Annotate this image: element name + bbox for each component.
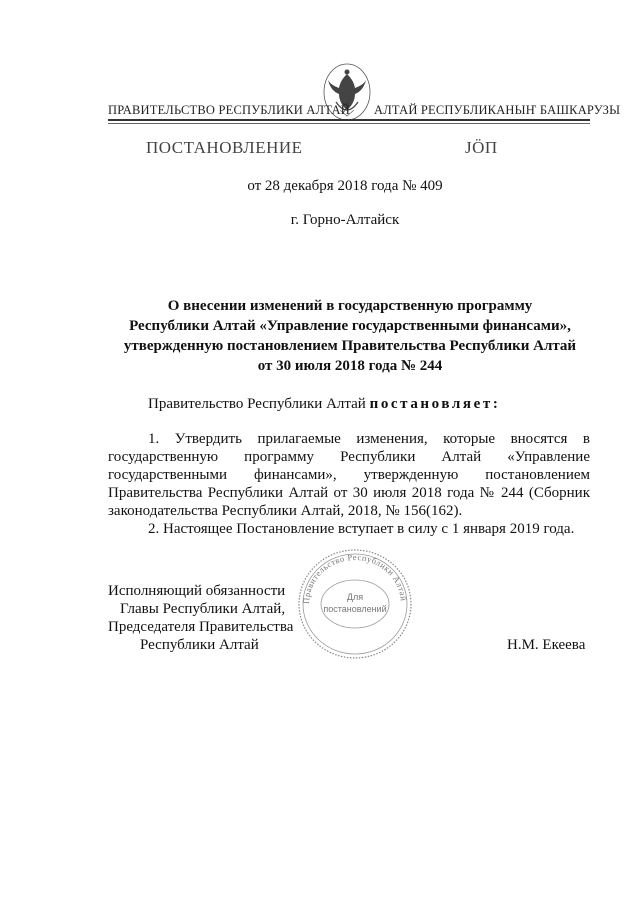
stamp-center-line-1: Для — [346, 592, 364, 602]
document-type-altai: JÖП — [465, 138, 498, 157]
signatory-name: Н.М. Екеева — [507, 637, 586, 653]
signature-line: Председателя Правительства — [108, 619, 294, 635]
signature-line: Республики Алтай — [140, 637, 259, 653]
document-date-number: от 28 декабря 2018 года № 409 — [247, 178, 443, 194]
header-org-right: АЛТАЙ РЕСПУБЛИКАНЫҤ БАШКАРУЗЫ — [374, 103, 621, 117]
item-1-last-line: законодательства Республики Алтай, 2018, № 156(162). — [108, 503, 463, 519]
preamble — [148, 395, 500, 413]
item-1-line: 1. Утвердить прилагаемые изменения, которые вносятся в — [148, 431, 590, 447]
official-stamp — [296, 548, 414, 660]
title-line: Республики Алтай «Управление государственными финансами», — [129, 318, 571, 334]
document-type-ru: ПОСТАНОВЛЕНИЕ — [146, 138, 303, 157]
item-2: 2. Настоящее Постановление вступает в силу с 1 января 2019 года. — [148, 521, 575, 537]
signature-line: Главы Республики Алтай, — [120, 601, 286, 617]
title-line: утвержденную постановлением Правительства Республики Алтай — [123, 338, 577, 354]
header-rule-bottom — [108, 123, 590, 124]
stamp-center-line-2: постановлений — [323, 604, 387, 614]
signature-position — [108, 582, 294, 654]
item-1-line: государственную программу Республики Алтай «Управление — [108, 449, 590, 465]
title-line: О внесении изменений в государственную программу — [167, 298, 533, 314]
item-1-line: государственными финансами», утвержденную постановлением — [108, 467, 590, 483]
header-org-left: ПРАВИТЕЛЬСТВО РЕСПУБЛИКИ АЛТАЙ — [108, 103, 350, 117]
header-rule-top — [108, 119, 590, 121]
document-city: г. Горно-Алтайск — [290, 212, 400, 228]
preamble-subject: Правительство Республики Алтай — [148, 396, 366, 412]
item-1-line: Правительства Республики Алтай от 30 июля 2018 года № 244 (Сборник — [108, 485, 590, 501]
document-title — [0, 296, 640, 376]
title-line: от 30 июля 2018 года № 244 — [257, 358, 443, 374]
preamble-verb: постановляет: — [369, 396, 501, 412]
stamp-ring-text: Правительство Республики Алтай — [300, 551, 409, 605]
signature-line: Исполняющий обязанности — [108, 583, 286, 599]
item-1 — [108, 430, 590, 520]
